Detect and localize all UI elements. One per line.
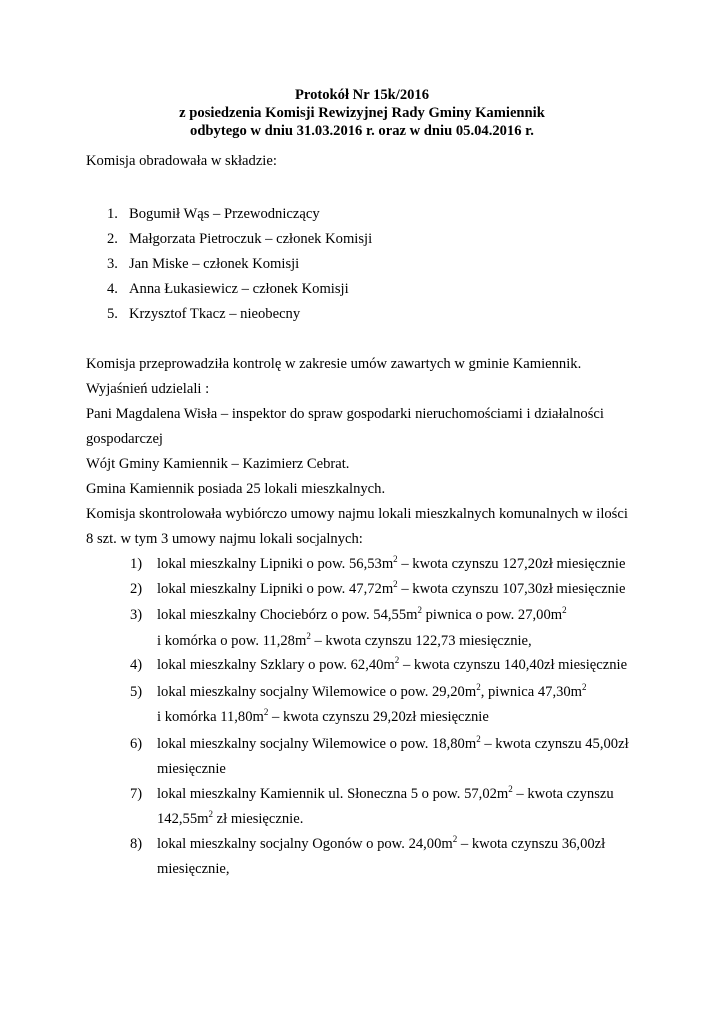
- list-item: lokal mieszkalny Lipniki o pow. $47,72m^2$ – kwota czynszu 107,30zł miesięcznie: [157, 579, 626, 597]
- list-item: lokal mieszkalny Lipniki o pow. $56,53m^2$ – kwota czynszu 127,20zł miesięcznie: [157, 554, 626, 572]
- list-item-number: 8): [130, 836, 143, 852]
- list-item: Bogumił Wąs – Przewodniczący: [129, 206, 320, 222]
- paragraph: Komisja skontrolowała wybiórczo umowy najmu lokali mieszkalnych komunalnych w ilości: [86, 506, 628, 522]
- list-item-number: 2): [130, 581, 143, 597]
- list-item-continuation: miesięcznie: [157, 761, 226, 777]
- list-item-continuation: i komórka o pow. $11,28m^2$ – kwota czynszu 122,73 miesięcznie,: [157, 631, 532, 649]
- list-item-number: 7): [130, 786, 143, 802]
- list-item-continuation: i komórka $11,80m^2$ – kwota czynszu 29,20zł miesięcznie: [157, 707, 489, 725]
- list-item: lokal mieszkalny socjalny Wilemowice o pow. $18,80m^2$ – kwota czynszu 45,00zł: [157, 734, 629, 752]
- paragraph: Wójt Gminy Kamiennik – Kazimierz Cebrat.: [86, 456, 350, 472]
- list-item: lokal mieszkalny Szklary o pow. $62,40m^2$ – kwota czynszu 140,40zł miesięcznie: [157, 655, 628, 673]
- paragraph: 8 szt. w tym 3 umowy najmu lokali socjalnych:: [86, 531, 363, 547]
- list-item: Krzysztof Tkacz – nieobecny: [129, 306, 301, 322]
- paragraph: Wyjaśnień udzielali :: [86, 381, 210, 397]
- paragraph: gospodarczej: [86, 431, 163, 447]
- list-item-number: 4.: [107, 281, 118, 297]
- list-item: lokal mieszkalny socjalny Ogonów o pow. $24,00m^2$ – kwota czynszu 36,00zł: [157, 834, 606, 852]
- list-item-number: 5): [130, 684, 143, 700]
- document-subtitle: z posiedzenia Komisji Rewizyjnej Rady Gminy Kamiennik: [179, 105, 545, 121]
- list-item-continuation: $142,55m^2$ zł miesięcznie.: [157, 809, 304, 827]
- list-item: lokal mieszkalny socjalny Wilemowice o pow. $29,20m^2$, piwnica $47,30m^2$: [157, 682, 587, 700]
- list-item-number: 3.: [107, 256, 118, 272]
- list-item-number: 1): [130, 556, 143, 572]
- list-item: Małgorzata Pietroczuk – członek Komisji: [129, 231, 373, 247]
- paragraph: Gmina Kamiennik posiada 25 lokali mieszkalnych.: [86, 481, 386, 497]
- list-item: lokal mieszkalny Kamiennik ul. Słoneczna 5 o pow. $57,02m^2$ – kwota czynszu: [157, 784, 614, 802]
- list-item-number: 4): [130, 657, 143, 673]
- paragraph: Komisja przeprowadziła kontrolę w zakresie umów zawartych w gminie Kamiennik.: [86, 356, 582, 372]
- list-item-number: 1.: [107, 206, 118, 222]
- list-item-number: 3): [130, 607, 143, 623]
- list-item: Anna Łukasiewicz – członek Komisji: [129, 281, 349, 297]
- intro-text: Komisja obradowała w składzie:: [86, 153, 277, 169]
- list-item-number: 6): [130, 736, 143, 752]
- list-item: Jan Miske – członek Komisji: [129, 256, 300, 272]
- list-item-number: 2.: [107, 231, 118, 247]
- paragraph: Pani Magdalena Wisła – inspektor do spraw gospodarki nieruchomościami i działalności: [86, 406, 604, 422]
- list-item: lokal mieszkalny Chociebórz o pow. $54,55m^2$ piwnica o pow. $27,00m^2$: [157, 605, 567, 623]
- document-title: Protokół Nr 15k/2016: [294, 87, 430, 103]
- list-item-number: 5.: [107, 306, 118, 322]
- list-item-continuation: miesięcznie,: [157, 861, 230, 877]
- document-subtitle-date: odbytego w dniu 31.03.2016 r. oraz w dniu 05.04.2016 r.: [190, 123, 534, 139]
